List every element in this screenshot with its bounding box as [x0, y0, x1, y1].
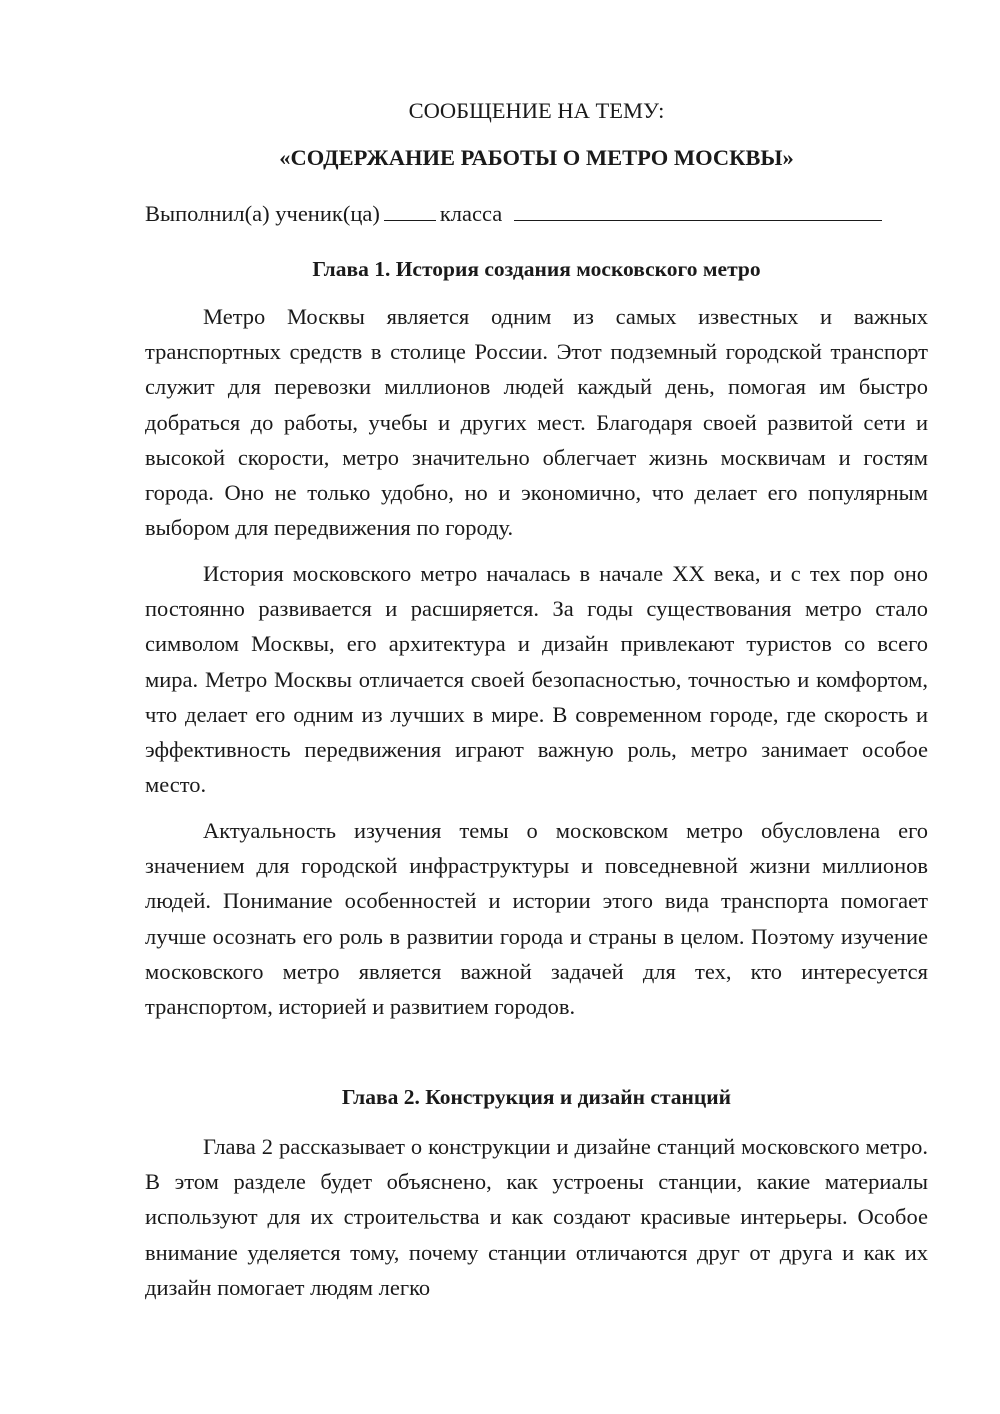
- name-blank: [514, 198, 882, 221]
- author-prefix: Выполнил(а) ученик(ца): [145, 201, 380, 226]
- chapter-2-paragraph-1: Глава 2 рассказывает о конструкции и дизайне станций московского метро. В этом разделе будет объяснено, как устроены станции, какие материалы используют для их строительства и как создают красивые интерьеры. Особое внимание уделяется тому, почему станции отличаются друг от друга и как их дизайн помогает людям легко: [145, 1134, 928, 1300]
- chapter-1-title: Глава 1. История создания московского метро: [312, 257, 761, 281]
- chapter-1-paragraph-1: Метро Москвы является одним из самых известных и важных транспортных средств в столице России. Этот подземный городской транспорт служит для перевозки миллионов людей каждый день, помогая им быстро добраться до работы, учебы и других мест. Благодаря своей развитой сети и высокой скорости, метро значительно облегчает жизнь москвичам и гостям города. Оно не только удобно, но и экономично, что делает его популярным выбором для передвижения по городу.: [145, 304, 928, 541]
- document-title: «СОДЕРЖАНИЕ РАБОТЫ О МЕТРО МОСКВЫ»: [279, 145, 794, 170]
- chapter-1-paragraph-3: Актуальность изучения темы о московском метро обусловлена его значением для городской инфраструктуры и повседневной жизни миллионов людей. Понимание особенностей и истории этого вида транспорта помогает лучше осознать его роль в развитии города и страны в целом. Поэтому изучение московского метро является важной задачей для тех, кто интересуется транспортом, историей и развитием городов.: [145, 818, 928, 1020]
- chapter-1-paragraph-2: История московского метро началась в начале XX века, и с тех пор оно постоянно развивается и расширяется. За годы существования метро стало символом Москвы, его архитектура и дизайн привлекают туристов со всего мира. Метро Москвы отличается своей безопасностью, точностью и комфортом, что делает его одним из лучших в мире. В современном городе, где скорость и эффективность передвижения играют важную роль, метро занимает особое место.: [145, 561, 928, 798]
- author-line: [145, 198, 928, 229]
- chapter-2-title: Глава 2. Конструкция и дизайн станций: [341, 1085, 732, 1109]
- document-type-heading: СООБЩЕНИЕ НА ТЕМУ:: [408, 98, 665, 123]
- grade-blank: [384, 198, 436, 221]
- author-class-label: класса: [439, 201, 503, 226]
